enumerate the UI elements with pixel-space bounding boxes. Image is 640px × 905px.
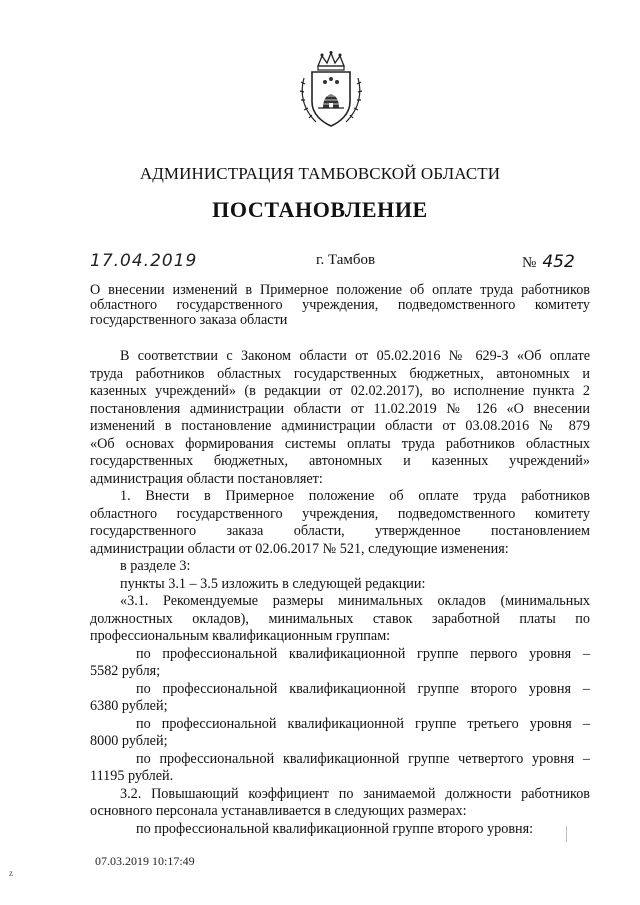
- body-line: областного государственного учреждения, подведомственного комитету: [90, 505, 590, 522]
- subject-line: государственного заказа области: [90, 312, 288, 328]
- body-line: 3.2. Повышающий коэффициент по занимаемой должности работников: [120, 785, 590, 802]
- body-line: 11195 рублей.: [90, 768, 174, 784]
- body-line: профессиональным квалификационным группам:: [90, 628, 391, 644]
- body-line: должностных окладов), минимальных ставок заработной платы по: [90, 610, 590, 627]
- body-line: «Об основах формирования системы оплаты труда работников областных: [90, 435, 590, 452]
- body-line: по профессиональной квалификационной группе первого уровня –: [136, 645, 590, 662]
- body-line: по профессиональной квалификационной группе второго уровня –: [136, 680, 590, 697]
- subject-line: О внесении изменений в Примерное положение об оплате труда работников: [90, 282, 590, 298]
- body-line: по профессиональной квалификационной группе второго уровня:: [136, 820, 534, 837]
- body-line: основного персонала устанавливается в следующих размерах:: [90, 803, 467, 819]
- document-date: 17.04.2019: [90, 251, 198, 271]
- body-line: государственного заказа области, утвержденное постановлением: [90, 523, 590, 539]
- document-type-title: ПОСТАНОВЛЕНИЕ: [212, 197, 428, 222]
- issuing-authority: АДМИНИСТРАЦИЯ ТАМБОВСКОЙ ОБЛАСТИ: [139, 164, 501, 183]
- body-line: «3.1. Рекомендуемые размеры минимальных окладов (минимальных: [120, 593, 590, 609]
- scan-artifact-line: [566, 826, 567, 842]
- document-number: [522, 252, 575, 272]
- subject-line: областного государственного учреждения, подведомственного комитету: [90, 297, 590, 313]
- coat-of-arms-icon: [296, 50, 366, 130]
- body-line: пункты 3.1 – 3.5 изложить в следующей редакции:: [120, 575, 426, 592]
- number-value: 452: [542, 252, 575, 272]
- document-body: [90, 348, 590, 838]
- body-line: по профессиональной квалификационной группе третьего уровня –: [136, 715, 590, 732]
- document-subject: [90, 283, 590, 328]
- body-line: постановления администрации области от 11.02.2019 № 126 «О внесении: [90, 400, 590, 417]
- body-line: 8000 рублей;: [90, 733, 168, 749]
- body-line: 6380 рублей;: [90, 698, 168, 714]
- scan-edge-mark: z: [9, 868, 13, 878]
- body-line: 1. Внести в Примерное положение об оплате труда работников: [120, 488, 590, 504]
- body-line: по профессиональной квалификационной группе четвертого уровня –: [136, 750, 590, 767]
- body-line: государственных бюджетных, автономных и казенных учреждений»: [90, 453, 590, 469]
- body-line: администрация области постановляет:: [90, 470, 323, 487]
- body-line: казенных учреждений» (в редакции от 02.02.2017), во исполнение пункта 2: [90, 383, 590, 399]
- body-line: изменений в постановление администрации области от 03.08.2016 № 879: [90, 418, 590, 434]
- body-line: В соответствии с Законом области от 05.02.2016 № 629-З «Об оплате: [120, 348, 590, 364]
- document-city: г. Тамбов: [316, 252, 376, 268]
- number-sign: №: [522, 255, 537, 271]
- body-line: администрации области от 02.06.2017 № 521, следующие изменения:: [90, 540, 509, 557]
- body-line: 5582 рубля;: [90, 663, 161, 679]
- body-line: труда работников областных государственных бюджетных, автономных и: [90, 365, 590, 382]
- print-timestamp: 07.03.2019 10:17:49: [95, 854, 195, 868]
- body-line: в разделе 3:: [120, 558, 191, 574]
